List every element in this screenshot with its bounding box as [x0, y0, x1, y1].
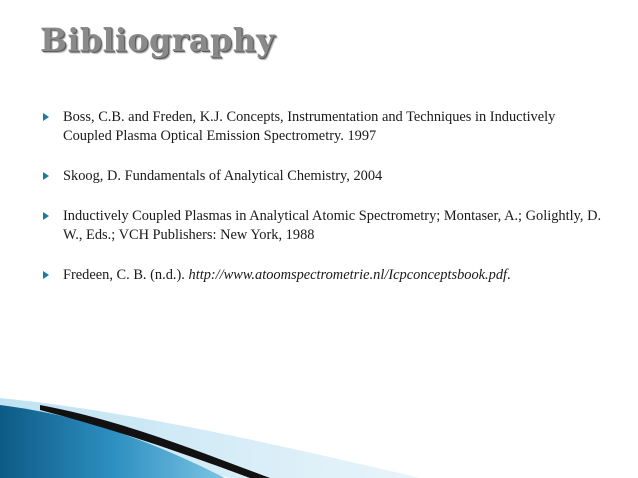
reference-text-suffix: .	[507, 267, 511, 283]
reference-text: Inductively Coupled Plasmas in Analytical Atomic Spectrometry; Montaser, A.; Golightly, D. W., Eds.; VCH Publishers: New York, 1988	[63, 208, 602, 243]
slide-title: Bibliography	[40, 21, 276, 59]
reference-text-prefix: Fredeen, C. B. (n.d.).	[63, 267, 189, 283]
reference-text: Boss, C.B. and Freden, K.J. Concepts, Instrumentation and Techniques in Inductively Coupled Plasma Optical Emission Spectrometry. 1997	[63, 109, 556, 144]
reference-url: http://www.atoomspectrometrie.nl/Icpconceptsbook.pdf	[188, 267, 508, 283]
reference-text: Skoog, D. Fundamentals of Analytical Chemistry, 2004	[63, 168, 383, 184]
